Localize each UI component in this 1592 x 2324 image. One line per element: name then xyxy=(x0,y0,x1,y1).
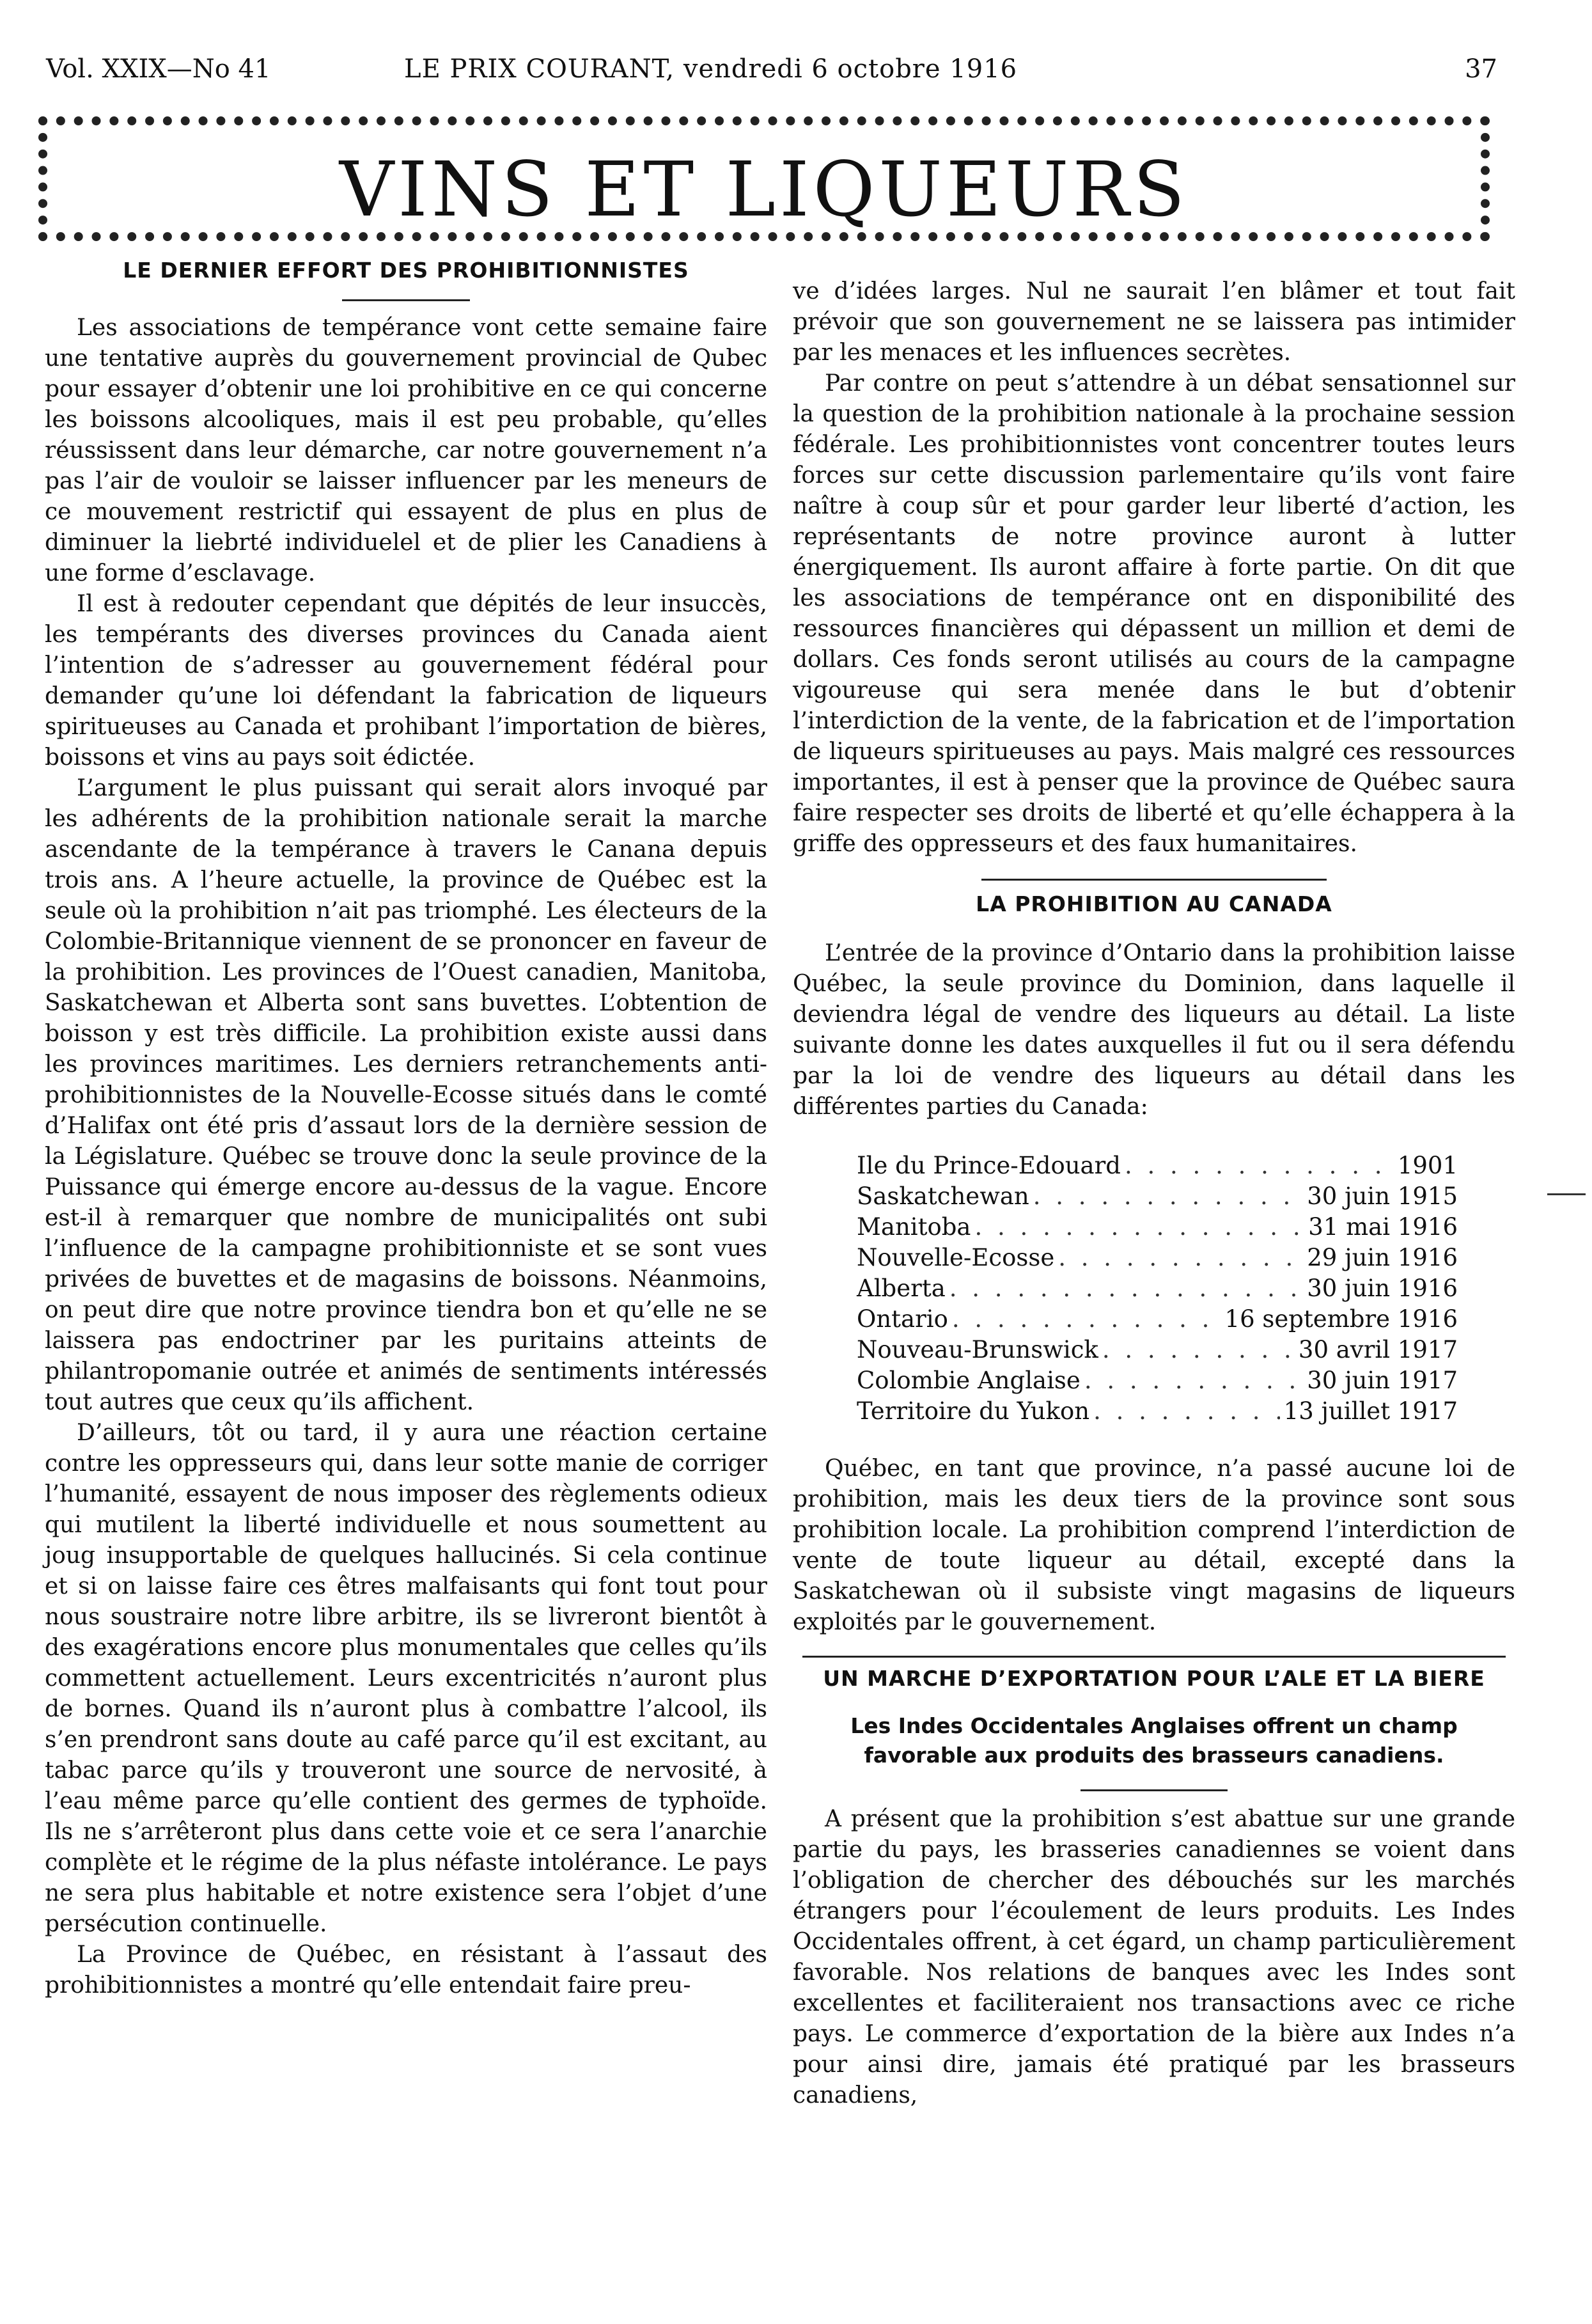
section-banner xyxy=(38,116,1490,241)
article-heading-prohibition-canada: LA PROHIBITION AU CANADA xyxy=(976,891,1332,916)
left-column xyxy=(45,256,767,2001)
page-number: 37 xyxy=(1465,54,1497,84)
province-name: Territoire du Yukon xyxy=(857,1397,1090,1425)
prohibition-dates-list xyxy=(857,1150,1458,1427)
volume-number: Vol. XXIX—No 41 xyxy=(46,54,271,84)
article-paragraph: D’ailleurs, tôt ou tard, il y aura une réaction certaine contre les oppresseurs qui, dans leur sotte manie de corriger l’humanité, essayent de nous imposer des règlements odieux qui mutilent la liberté individuelle et nous soumettent au joug insupportable de quelques hallucinés. Si cela continue et si on laisse faire ces êtres malfaisants qui font tout pour nous soustraire notre libre arbitre, ils se livreront bientôt à des exagérations encore plus monumentales que celles qu’ils commettent actuellement. Leurs excentricités n’auront plus de bornes. Quand ils n’auront plus à combattre l’alcool, ils s’en prendront sans doute au café parce qu’il est excitant, au tabac parce qu’ils y trouveront une source de nervosité, à l’eau même parce qu’elle contient des germes de typhoïde. Ils ne s’arrêteront plus dans cette voie et ce sera l’anarchie complète et le régime de la plus néfaste intolérance. Le pays ne sera plus habitable et notre existence sera l’objet d’une persécution continuelle. xyxy=(45,1420,767,1937)
province-name: Manitoba xyxy=(857,1213,971,1241)
article-heading-dernier-effort: LE DERNIER EFFORT DES PROHIBITIONNISTES xyxy=(123,258,689,283)
province-name: Nouvelle-Ecosse xyxy=(857,1244,1055,1271)
article-paragraph: L’argument le plus puissant qui serait alors invoqué par les adhérents de la prohibition nationale serait la marche ascendante de la tempérance à travers le Canana depuis trois ans. A l’heure actuelle, la province de Québec est la seule où la prohibition n’ait pas triomphé. Les électeurs de la Colombie-Britannique viennent de se prononcer en faveur de la prohibition. Les provinces de l’Ouest canadien, Manitoba, Saskatchewan et Alberta sont sans buvettes. L’obtention de boisson y est très difficile. La prohibition existe aussi dans les provinces maritimes. Les derniers retranchements anti-prohibitionnistes de la Nouvelle-Ecosse situés dans le comté d’Halifax ont été pris d’assaut lors de la dernière session de la Législature. Québec se trouve donc la seule province de la Puissance qui émerge encore au-dessus de la vague. Encore est-il à remarquer que nombre de municipalités ont subi l’influence de la campagne prohibitionniste et se sont vues privées de buvettes et de magasins de boissons. Néanmoins, on peut dire que notre province tiendra bon et qu’elle ne se laissera pas endoctriner par les puritains atteints de philantropomanie outrée et animés de sentiments intéressés tout autres que ceux qu’ils affichent. xyxy=(45,775,767,1415)
heading-rule xyxy=(1081,1789,1228,1791)
prohibition-date: 16 septembre 1916 xyxy=(1224,1305,1458,1333)
list-item xyxy=(857,1212,1458,1243)
section-rule xyxy=(981,879,1327,881)
section-rule xyxy=(802,1656,1506,1658)
article-paragraph: Québec, en tant que province, n’a passé aucune loi de prohibition, mais les deux tiers de la province sont sous prohibition locale. La prohibition comprend l’interdiction de vente de toute liqueur au détail, excepté dans la Saskatchewan où il subsiste vingt magasins de liqueurs exploités par le gouvernement. xyxy=(793,1456,1515,1635)
list-item xyxy=(857,1273,1458,1304)
article-continuation: ve d’idées larges. Nul ne saurait l’en blâmer et tout fait prévoir que son gouvernement ne se laissera pas intimider par les menaces et les influences secrètes. xyxy=(793,278,1515,366)
margin-mark xyxy=(1547,1193,1586,1195)
article-paragraph: La Province de Québec, en résistant à l’assaut des prohibitionnistes a montré qu’elle entendait faire preu- xyxy=(45,1942,767,1998)
list-item xyxy=(857,1335,1458,1365)
province-name: Nouveau-Brunswick xyxy=(857,1336,1098,1363)
article-paragraph: Les associations de tempérance vont cette semaine faire une tentative auprès du gouvernement provincial de Qubec pour essayer d’obtenir une loi prohibitive en ce qui concerne les boissons alcooliques, mais il est peu probable, qu’elles réussissent dans leur démarche, car notre gouvernement n’a pas l’air de vouloir se laisser influencer par les meneurs de ce mouvement restrictif qui essayent de plus en plus de diminuer la liebrté individuelel et de plier les Canadiens à une forme d’esclavage. xyxy=(45,315,767,586)
province-name: Ontario xyxy=(857,1305,948,1333)
list-item xyxy=(857,1150,1458,1181)
list-item xyxy=(857,1365,1458,1396)
article-paragraph: L’entrée de la province d’Ontario dans la prohibition laisse Québec, la seule province du Dominion, dans laquelle il deviendra légal de vendre des liqueurs au détail. La liste suivante donne les dates auxquelles il fut ou il sera défendu par la loi de vendre des liqueurs au détail dans les différentes parties du Canada: xyxy=(793,940,1515,1120)
province-name: Ile du Prince-Edouard xyxy=(857,1152,1121,1179)
publication-title: LE PRIX COURANT, vendredi 6 octobre 1916 xyxy=(404,54,1018,84)
heading-rule xyxy=(342,299,470,301)
section-title: VINS ET LIQUEURS xyxy=(339,145,1189,233)
list-item xyxy=(857,1243,1458,1273)
prohibition-date: 30 avril 1917 xyxy=(1298,1336,1458,1363)
province-name: Alberta xyxy=(857,1275,946,1302)
prohibition-date: 1901 xyxy=(1397,1152,1458,1179)
article-heading-export-market: UN MARCHE D’EXPORTATION POUR L’ALE ET LA BIERE xyxy=(823,1666,1485,1691)
article-paragraph: A présent que la prohibition s’est abattue sur une grande partie du pays, les brasseries canadiennes se voient dans l’obligation de chercher des débouchés sur les marchés étrangers pour l’écoulement de leurs produits. Les Indes Occidentales offrent, à cet égard, un champ particulièrement favorable. Nos relations de banques avec les Indes sont excellentes et faciliteraient nos transactions avec ce riche pays. Le commerce d’exportation de la bière aux Indes n’a pour ainsi dire, jamais été pratiqué par les brasseurs canadiens, xyxy=(793,1806,1515,2108)
province-name: Saskatchewan xyxy=(857,1182,1029,1210)
prohibition-date: 13 juillet 1917 xyxy=(1283,1397,1458,1425)
running-head xyxy=(46,50,1497,88)
list-item xyxy=(857,1396,1458,1427)
article-subheading-indes: Les Indes Occidentales Anglaises offrent un champ favorable aux produits des brasseurs canadiens. xyxy=(850,1713,1458,1768)
prohibition-date: 30 juin 1916 xyxy=(1307,1275,1458,1302)
prohibition-date: 29 juin 1916 xyxy=(1307,1244,1458,1271)
prohibition-date: 30 juin 1917 xyxy=(1307,1367,1458,1394)
list-item xyxy=(857,1304,1458,1335)
article-paragraph: Par contre on peut s’attendre à un débat sensationnel sur la question de la prohibition nationale à la prochaine session fédérale. Les prohibitionnistes vont concentrer toutes leurs forces sur cette discussion parlementaire qu’ils vont faire naître à coup sûr et pour garder leur liberté d’action, les représentants de notre province auront à lutter énergiquement. Ils auront affaire à forte partie. On dit que les associations de tempérance ont en disponibilité des ressources financières qui dépassent un million et demi de dollars. Ces fonds seront utilisés au cours de la campagne vigoureuse qui sera menée dans le but d’obtenir l’interdiction de la vente, de la fabrication et de l’importation de liqueurs spiritueuses au pays. Mais malgré ces ressources importantes, il est à penser que la province de Québec saura faire respecter ses droits de liberté et qu’elle échappera à la griffe des oppresseurs et des faux humanitaires. xyxy=(793,370,1515,857)
prohibition-date: 31 mai 1916 xyxy=(1308,1213,1458,1241)
article-paragraph: Il est à redouter cependant que dépités de leur insuccès, les tempérants des diverses provinces du Canada aient l’intention de s’adresser au gouvernement fédéral pour demander qu’une loi défendant la fabrication de liqueurs spiritueuses au Canada et prohibant l’importation de bières, boissons et vins au pays soit édictée. xyxy=(45,591,767,771)
prohibition-date: 30 juin 1915 xyxy=(1307,1182,1458,1210)
province-name: Colombie Anglaise xyxy=(857,1367,1081,1394)
list-item xyxy=(857,1181,1458,1212)
right-column xyxy=(793,276,1515,2111)
